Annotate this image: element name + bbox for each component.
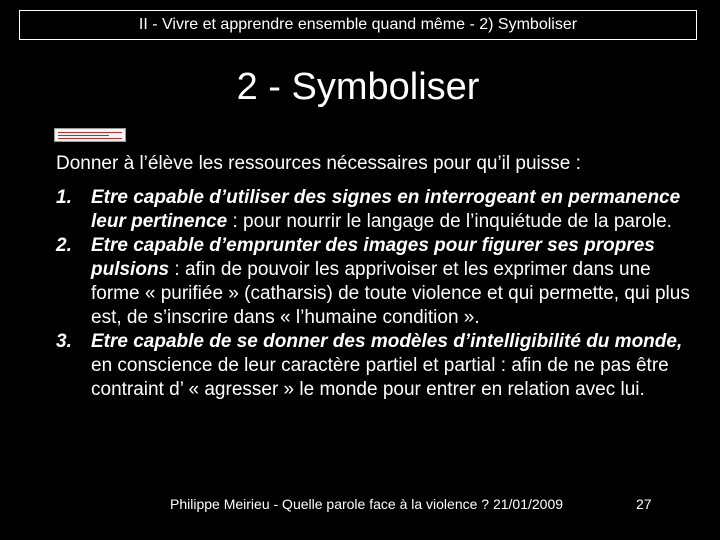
list-item-emphasis: Etre capable d’emprunter des images pour figurer ses propres pulsions (91, 235, 655, 280)
slide-header (19, 10, 697, 40)
list-item-emphasis: Etre capable de se donner des modèles d’intelligibilité du monde, (91, 331, 683, 352)
list-item-emphasis: Etre capable d’utiliser des signes en interrogeant en permanence leur pertinence (91, 187, 681, 232)
list-item (56, 234, 701, 330)
page-number: 27 (636, 496, 652, 512)
intro-text: Donner à l’élève les ressources nécessaires pour qu’il puisse : (56, 153, 581, 174)
bullet-list (56, 186, 701, 402)
list-item (56, 330, 701, 402)
slide-title: 2 - Symboliser (236, 66, 480, 108)
list-number: 3. (56, 331, 72, 352)
list-number: 1. (56, 187, 72, 208)
list-number: 2. (56, 235, 72, 256)
list-item (56, 186, 701, 234)
slide-header-text: II - Vivre et apprendre ensemble quand même - 2) Symboliser (138, 16, 578, 33)
list-item-text: : pour nourrir le langage de l’inquiétude de la parole. (227, 211, 672, 232)
list-item-text: : afin de pouvoir les apprivoiser et les exprimer dans une forme « purifiée » (catharsis) de toute violence et qui permette, qui plus est, de s’inscrire dans « l’humaine condition ». (91, 259, 690, 328)
list-item-text: en conscience de leur caractère partiel et partial : afin de ne pas être contraint d’ « agresser » le monde pour entrer en relation avec lui. (91, 355, 669, 400)
footer-text: Philippe Meirieu - Quelle parole face à la violence ? 21/01/2009 (170, 496, 564, 512)
logo-image (54, 128, 126, 142)
